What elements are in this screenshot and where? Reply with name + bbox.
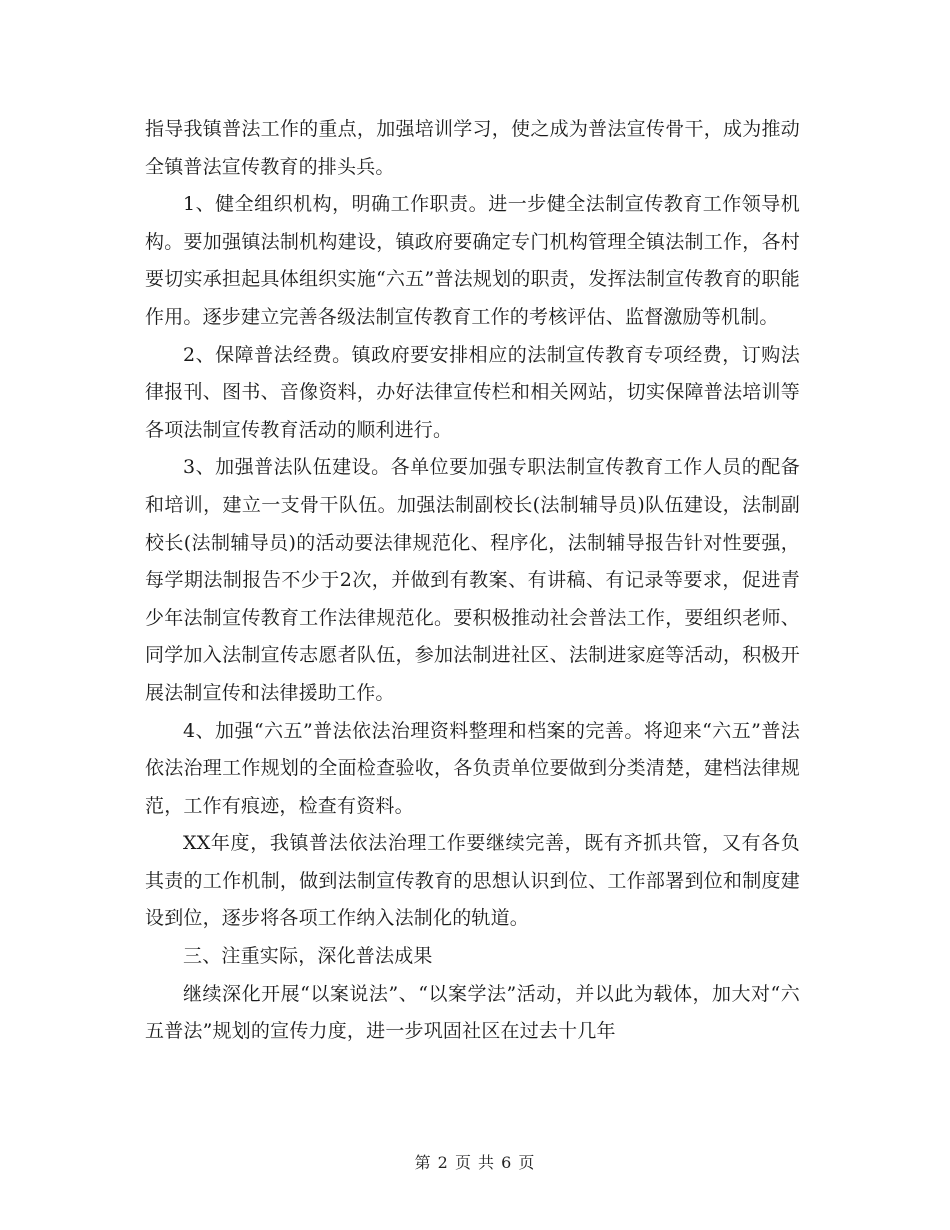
section-heading: 三、注重实际，深化普法成果: [183, 945, 433, 968]
paragraph-organization: 1、健全组织机构，明确工作职责。进一步健全法制宣传教育工作领导机构。要加强镇法制机构建设，镇政府要确定专门机构管理全镇法制工作，各村要切实承担起具体组织实施“六五”普法规划的职责，发挥法制宣传教育的职能作用。逐步建立完善各级法制宣传教育工作的考核评估、监督激励等机制。: [145, 193, 800, 328]
document-body: [145, 111, 800, 1051]
paragraph-funding: 2、保障普法经费。镇政府要安排相应的法制宣传教育专项经费，订购法律报刊、图书、音像资料，办好法律宣传栏和相关网站，切实保障普法培训等各项法制宣传教育活动的顺利进行。: [145, 343, 800, 441]
paragraph-continuation: 指导我镇普法工作的重点，加强培训学习，使之成为普法宣传骨干，成为推动全镇普法宣传教育的排头兵。: [145, 118, 800, 178]
paragraph-annual-work: XX年度，我镇普法依法治理工作要继续完善，既有齐抓共管，又有各负其责的工作机制，做到法制宣传教育的思想认识到位、工作部署到位和制度建设到位，逐步将各项工作纳入法制化的轨道。: [145, 832, 800, 930]
paragraph-case-activities: 继续深化开展“以案说法”、“以案学法”活动，并以此为载体，加大对“六五普法”规划的宣传力度，进一步巩固社区在过去十几年: [145, 982, 800, 1043]
page-footer: [0, 1153, 950, 1173]
paragraph-team-building: 3、加强普法队伍建设。各单位要加强专职法制宣传教育工作人员的配备和培训，建立一支骨干队伍。加强法制副校长(法制辅导员)队伍建设，法制副校长(法制辅导员)的活动要法律规范化、程序化，法制辅导报告针对性要强，每学期法制报告不少于2次，并做到有教案、有讲稿、有记录等要求，促进青少年法制宣传教育工作法律规范化。要积极推动社会普法工作，要组织老师、同学加入法制宣传志愿者队伍，参加法制进社区、法制进家庭等活动，积极开展法制宣传和法律援助工作。: [145, 456, 800, 704]
page-number-label: 第 2 页 共 6 页: [414, 1153, 536, 1172]
paragraph-archives: 4、加强“六五”普法依法治理资料整理和档案的完善。将迎来“六五”普法依法治理工作规划的全面检查验收，各负责单位要做到分类清楚，建档法律规范，工作有痕迹，检查有资料。: [145, 719, 800, 817]
